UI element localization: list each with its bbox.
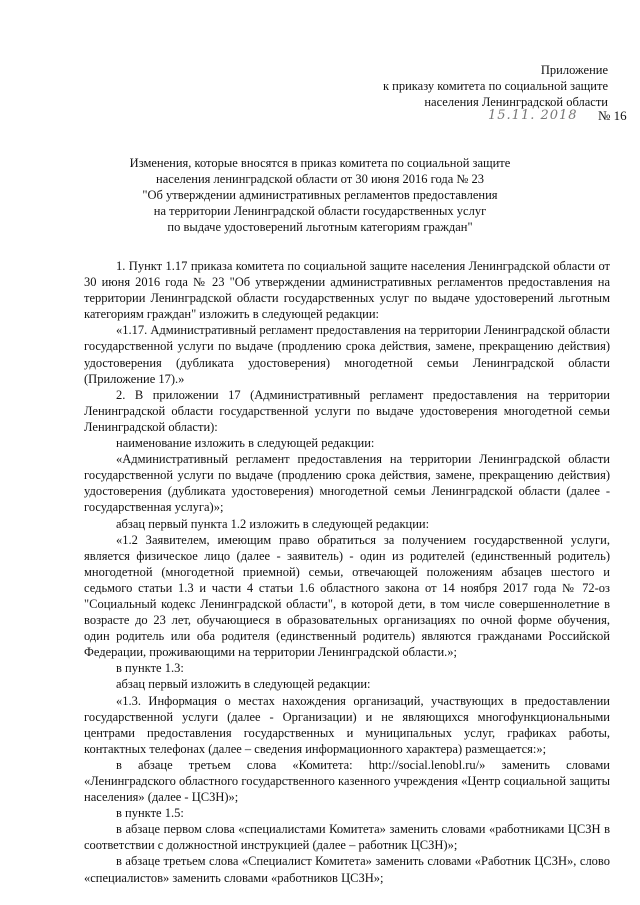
- order-number: № 16: [598, 108, 627, 123]
- paragraph: в пункте 1.3:: [116, 661, 184, 676]
- appendix-line-2: к приказу комитета по социальной защите: [382, 79, 608, 93]
- paragraph: «1.2 Заявителем, имеющим право обратиться за получением государственной услуги, является физическое лицо (далее - заявитель) - один из родителей (единственный родитель) многодетной (многодетной приемной) семьи, отвечающей положениям абзацев шестого и седьмого статьи 1.3 и части 4 статьи 1.6 областного закона от 14 ноября 2017 года № 72-оз "Социальный кодекс Ленинградской области", в которой дети, в том числе совершеннолетние в возрасте до 23 лет, обучающиеся в образовательных организациях по очной форме обучения, один родитель или оба родителя (единственный родитель) являются гражданами Российской Федерации, проживающими на территории Ленинградской области.»;: [84, 532, 610, 660]
- appendix-line-3: населения Ленинградской области: [424, 95, 608, 109]
- paragraph: в абзаце третьем слова «Специалист Комитета» заменить словами «Работник ЦСЗН», слово «специалистов» заменить словами «работников ЦСЗН»;: [84, 854, 610, 885]
- paragraph: абзац первый изложить в следующей редакции:: [116, 677, 371, 692]
- appendix-header: [288, 62, 608, 110]
- paragraph: 1. Пункт 1.17 приказа комитета по социальной защите населения Ленинградской области от 30 июня 2016 года № 23 "Об утверждении административных регламентов предоставления на территории Ленинградской области государственных услуг по выдаче удостоверений льготным категориям граждан" изложить в следующей редакции:: [84, 259, 610, 322]
- title-line-4: на территории Ленинградской области государственных услуг: [153, 204, 487, 218]
- paragraph: в абзаце первом слова «специалистами Комитета» заменить словами «работниками ЦСЗН в соответствии с должностной инструкцией (далее – работник ЦСЗН)»;: [84, 822, 610, 853]
- paragraph: в абзаце третьем слова «Комитета: http://social.lenobl.ru/» заменить словами «Ленинградского областного государственного казенного учреждения «Центр социальной защиты населения» (далее - ЦСЗН)»;: [84, 757, 610, 805]
- paragraph: «Административный регламент предоставления на территории Ленинградской области государственной услуги по выдаче (продлению срока действия, замене, прекращению действия) удостоверения (дубликата удостоверения) многодетной семьи Ленинградской области (далее - государственная услуга)»;: [84, 452, 610, 515]
- paragraph: «1.17. Административный регламент предоставления на территории Ленинградской области государственной услуги по выдаче (продлению срока действия, замене, прекращению действия) удостоверения (дубликата удостоверения) многодетной семьи Ленинградской области (Приложение 17).»: [84, 323, 610, 386]
- handwritten-date: 15.11. 2018: [488, 108, 578, 123]
- paragraph: наименование изложить в следующей редакции:: [116, 436, 375, 451]
- paragraph: 2. В приложении 17 (Административный регламент предоставления на территории Ленинградской области государственной услуги по выдаче удостоверения многодетной семьи Ленинградской области):: [84, 387, 610, 434]
- paragraph: в пункте 1.5:: [116, 806, 184, 821]
- paragraph: «1.3. Информация о местах нахождения организаций, участвующих в предоставлении государственной услуги (далее - Организации) и не являющихся многофункциональными центрами предоставления государственных и муниципальных услуг, графиках работы, контактных телефонах (далее – сведения информационного характера) размещается:»;: [84, 693, 610, 756]
- paragraph: абзац первый пункта 1.2 изложить в следующей редакции:: [116, 516, 430, 531]
- title-line-3: "Об утверждении административных регламентов предоставления: [142, 188, 498, 202]
- handwritten-date-number: [488, 108, 628, 128]
- document-title: [80, 155, 560, 235]
- title-line-5: по выдаче удостоверений льготным категориям граждан": [167, 220, 473, 234]
- title-line-1: Изменения, которые вносятся в приказ комитета по социальной защите: [129, 156, 511, 170]
- appendix-line-1: Приложение: [540, 63, 608, 77]
- title-line-2: населения ленинградской области от 30 июня 2016 года № 23: [156, 172, 484, 186]
- document-body: [84, 258, 610, 886]
